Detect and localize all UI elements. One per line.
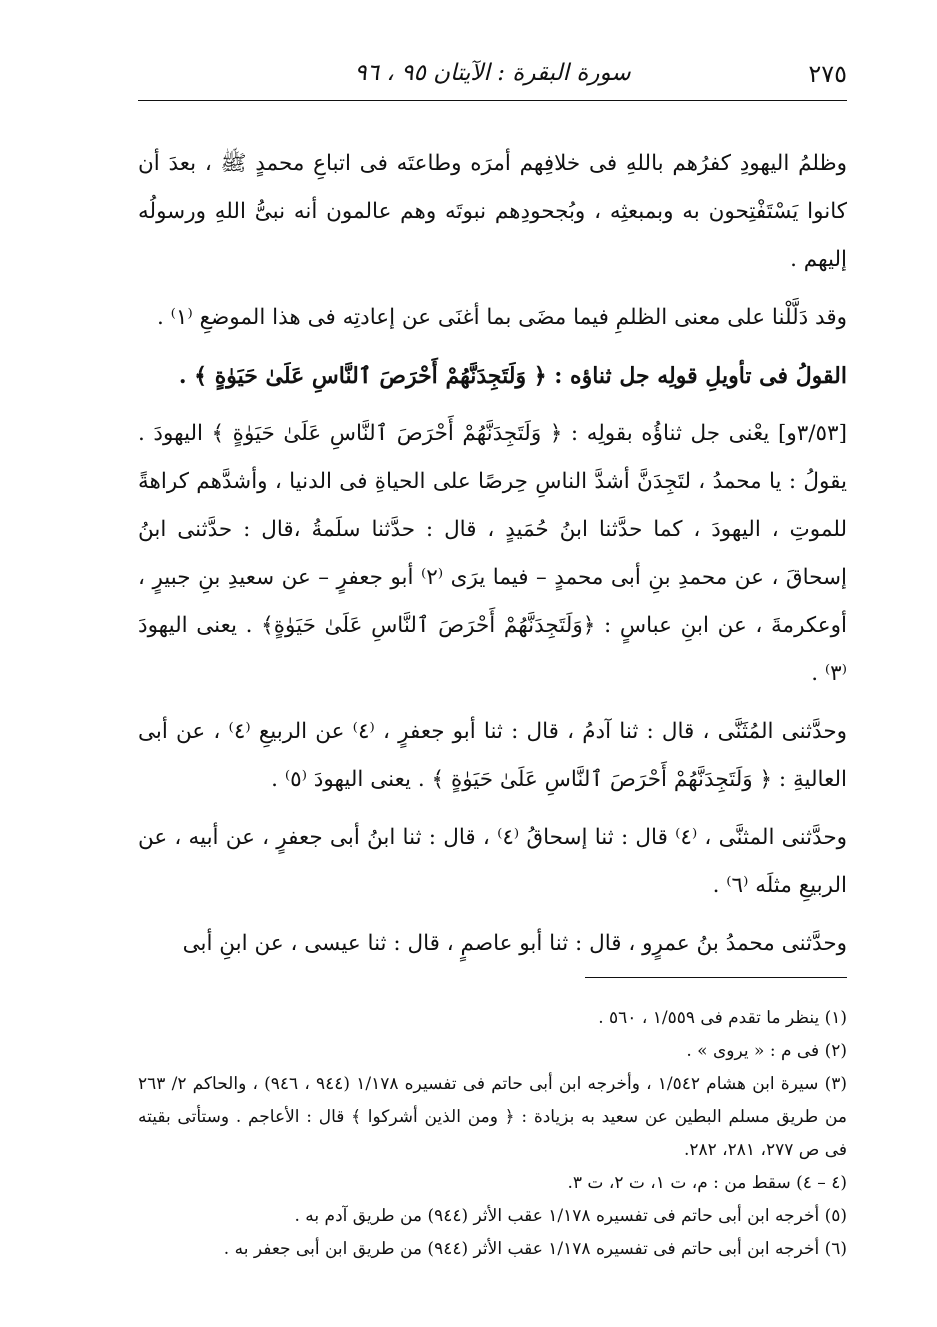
page-header: [138, 58, 847, 98]
main-text: [138, 140, 847, 978]
footnote-3: (٣) سيرة ابن هشام ١/٥٤٢ ، وأخرجه ابن أبى حاتم فى تفسيره ١/١٧٨ (٩٤٤ ، ٩٤٦) ، والحاكم ٢/ ٢٦٣ من طريق مسلم البطين عن سعيد به بزيادة : ﴿ ومن الذين أشركوا ﴾ قال : الأعاجم . وستأتى بقيته فى ص ٢٧٧، ٢٨١، ٢٨٢.: [138, 1074, 848, 1160]
footnote-6: (٦) أخرجه ابن أبى حاتم فى تفسيره ١/١٧٨ عقب الأثر (٩٤٤) من طريق ابن أبى جعفر به .: [223, 1239, 847, 1259]
paragraph-6: وحدَّثنى محمدُ بنُ عمرٍو ، قال : ثنا أبو عاصمٍ ، قال : ثنا عيسى ، عن ابنِ أبى: [182, 931, 847, 956]
running-title: سورة البقرة : الآيتان ٩٥ ، ٩٦: [354, 60, 631, 86]
paragraph-5: وحدَّثنى المثنَّى ، ⁽٤⁾ قال : ثنا إسحاقُ ⁽٤⁾ ، قال : ثنا ابنُ أبى جعفرٍ ، عن أبيه ، عن الربيعِ مثلَه ⁽٦⁾ .: [138, 825, 847, 898]
paragraph-2: وقد دَلَّلْنا على معنى الظلمِ فيما مضَى بما أغنَى عن إعادتِه فى هذا الموضعِ ⁽١⁾ .: [156, 305, 847, 330]
paragraph-1: وظلمُ اليهودِ كفرُهم باللهِ فى خلافِهم أمرَه وطاعتَه فى اتباعِ محمدٍ ﷺ ، بعدَ أن كانوا يَسْتَفْتِحون به وبمبعثِه ، وبُجحودِهم نبوتَه وهم عالمون أنه نبىُّ اللهِ ورسولُه إليهم .: [138, 151, 847, 272]
footnote-2: (٢) فى م : « يروى » .: [686, 1041, 847, 1061]
footnote-1: (١) ينظر ما تقدم فى ١/٥٥٩ ، ٥٦٠ .: [598, 1008, 847, 1028]
header-rule: [138, 100, 847, 101]
footnote-4: (٤ – ٤) سقط من : م، ت ١، ت ٢، ت ٣.: [567, 1173, 847, 1193]
paragraph-3: [٣/٥٣و] يعْنى جل ثناؤُه بقولِه : ﴿ وَلَتَجِدَنَّهُمْ أَحْرَصَ ٱلنَّاسِ عَلَىٰ حَيَوٰةٍ ﴾ اليهودَ . يقولُ : يا محمدُ ، لتَجِدَنَّ أشدَّ الناسِ حِرصًا على الحياةِ فى الدنيا ، وأشدَّهم كراهةً للموتِ ، اليهودَ ، كما حدَّثنا ابنُ حُمَيدٍ ، قال : حدَّثنا سلَمةُ ،قال : حدَّثنى ابنُ إسحاقَ ، عن محمدِ بنِ أبى محمدٍ – فيما يرَى ⁽٢⁾ أبو جعفرٍ – عن سعيدِ بنِ جبيرٍ ، أوعكرمةَ ، عن ابنِ عباسٍ : ﴿وَلَتَجِدَنَّهُمْ أَحْرَصَ ٱلنَّاسِ عَلَىٰ حَيَوٰةٍ﴾ . يعنى اليهودَ ⁽٣⁾ .: [138, 421, 847, 686]
page-number: ٢٧٥: [808, 60, 847, 88]
footnotes: [138, 1002, 847, 1266]
footnote-rule: [585, 977, 847, 978]
footnote-5: (٥) أخرجه ابن أبى حاتم فى تفسيره ١/١٧٨ عقب الأثر (٩٤٤) من طريق آدم به .: [294, 1206, 847, 1226]
paragraph-4: وحدَّثنى المُثَنَّى ، قال : ثنا آدمُ ، قال : ثنا أبو جعفرٍ ، ⁽٤⁾ عن الربيعِ ⁽٤⁾ ، عن أبى العاليةِ : ﴿ وَلَتَجِدَنَّهُمْ أَحْرَصَ ٱلنَّاسِ عَلَىٰ حَيَوٰةٍ ﴾ . يعنى اليهودَ ⁽٥⁾ .: [138, 719, 847, 792]
section-heading: القولُ فى تأويلِ قولِه جل ثناؤه : ﴿ وَلَتَجِدَنَّهُمْ أَحْرَصَ ٱلنَّاسِ عَلَىٰ حَيَوٰةٍ ﴾ .: [178, 363, 847, 389]
